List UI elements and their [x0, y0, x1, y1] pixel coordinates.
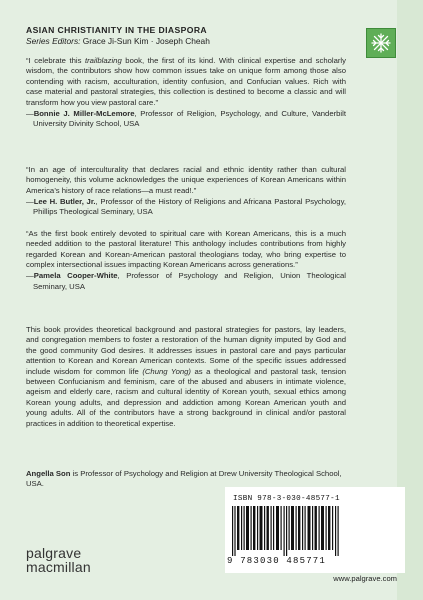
series-editors-label: Series Editors: — [26, 36, 81, 46]
publisher-logo — [26, 546, 96, 574]
endorsement-attribution: —Bonnie J. Miller-McLemore, Professor of Religion, Psychology, and Culture, Vanderbilt University Divinity School, USA — [26, 108, 346, 128]
isbn-label: ISBN 978-3-030-48577-1 — [233, 495, 340, 503]
barcode-panel — [225, 487, 405, 573]
description-text: This book provides theoretical background and pastoral strategies for pastors, lay leaders, and congregation members to foster a restoration of the human dignity imputed by God and the good community God desires. It addresses issues in pastoral care and pays particular attention to Korean and Korean American contexts. Some of the specific issues addressed include wisdom for common life (Chung Yong) as a theological and pastoral task, tension between Confucianism and feminism, care of the abused and abusers in intimate violence, ageism and elderly care, racism and cultural identity of Korean youth, sexual ethics among Korean young adults, and depression and addiction among Korean American youth and young adults. All of the contributors have a strong background in clinical and/or pastoral practices in addition to theoretical expertise. — [26, 325, 346, 428]
publisher-website[interactable]: www.palgrave.com — [333, 574, 397, 583]
endorsement-attribution: —Pamela Cooper-White, Professor of Psychology and Religion, Union Theological Seminary, USA — [26, 271, 346, 291]
publisher-logo-line2: macmillan — [26, 559, 91, 575]
endorsement-3 — [26, 229, 346, 292]
series-title: ASIAN CHRISTIANITY IN THE DIASPORA — [26, 25, 208, 35]
endorser-name: Bonnie J. Miller-McLemore — [33, 108, 135, 118]
endorsement-quote: “In an age of interculturality that declares racial and ethnic identity rather than cultural homogeneity, this volume acknowledges the unique experiences of Korean Americans within America’s history of race relations—a must read!.” — [26, 165, 346, 195]
publisher-logo-line1: palgrave — [26, 545, 82, 561]
book-description — [26, 325, 346, 429]
barcode-number: 9 783030 485771 — [227, 556, 327, 566]
endorser-name: Pamela Cooper-White — [33, 271, 118, 281]
endorsement-quote: “As the first book entirely devoted to spiritual care with Korean Americans, this is a much needed addition to the pastoral literature! This anthology includes contributions from highly regarded Korean and Korean-American pastoral theologians today, who bring expertise to complex intersectional issues impacting Korean Americans across generations.” — [26, 229, 346, 270]
series-editors — [26, 36, 210, 46]
series-editors-names: Grace Ji-Sun Kim · Joseph Cheah — [82, 36, 210, 46]
endorsement-1 — [26, 56, 346, 129]
author-bio-text: is Professor of Psychology and Religion at Drew University Theological School, USA. — [26, 469, 342, 489]
endorsement-2 — [26, 165, 346, 218]
endorsement-attribution: —Lee H. Butler, Jr., Professor of the History of Religions and Africana Pastoral Psychology, Phillips Theological Seminary, USA — [26, 196, 346, 217]
barcode-icon — [232, 506, 342, 556]
endorser-name: Lee H. Butler, Jr. — [33, 196, 96, 206]
author-name: Angella Son — [26, 469, 71, 478]
palgrave-snowflake-icon — [366, 28, 396, 58]
endorsement-quote: “I celebrate this trailblazing book, the first of its kind. With clinical expertise and scholarly wisdom, the contributors show how common issues take on unique form among those also contending with racism, acculturation, identity confusion, and Confucian values. Rich with case material and pastoral strategies, this collection is destined to become a classic and will transform how you view pastoral care.” — [26, 56, 346, 107]
